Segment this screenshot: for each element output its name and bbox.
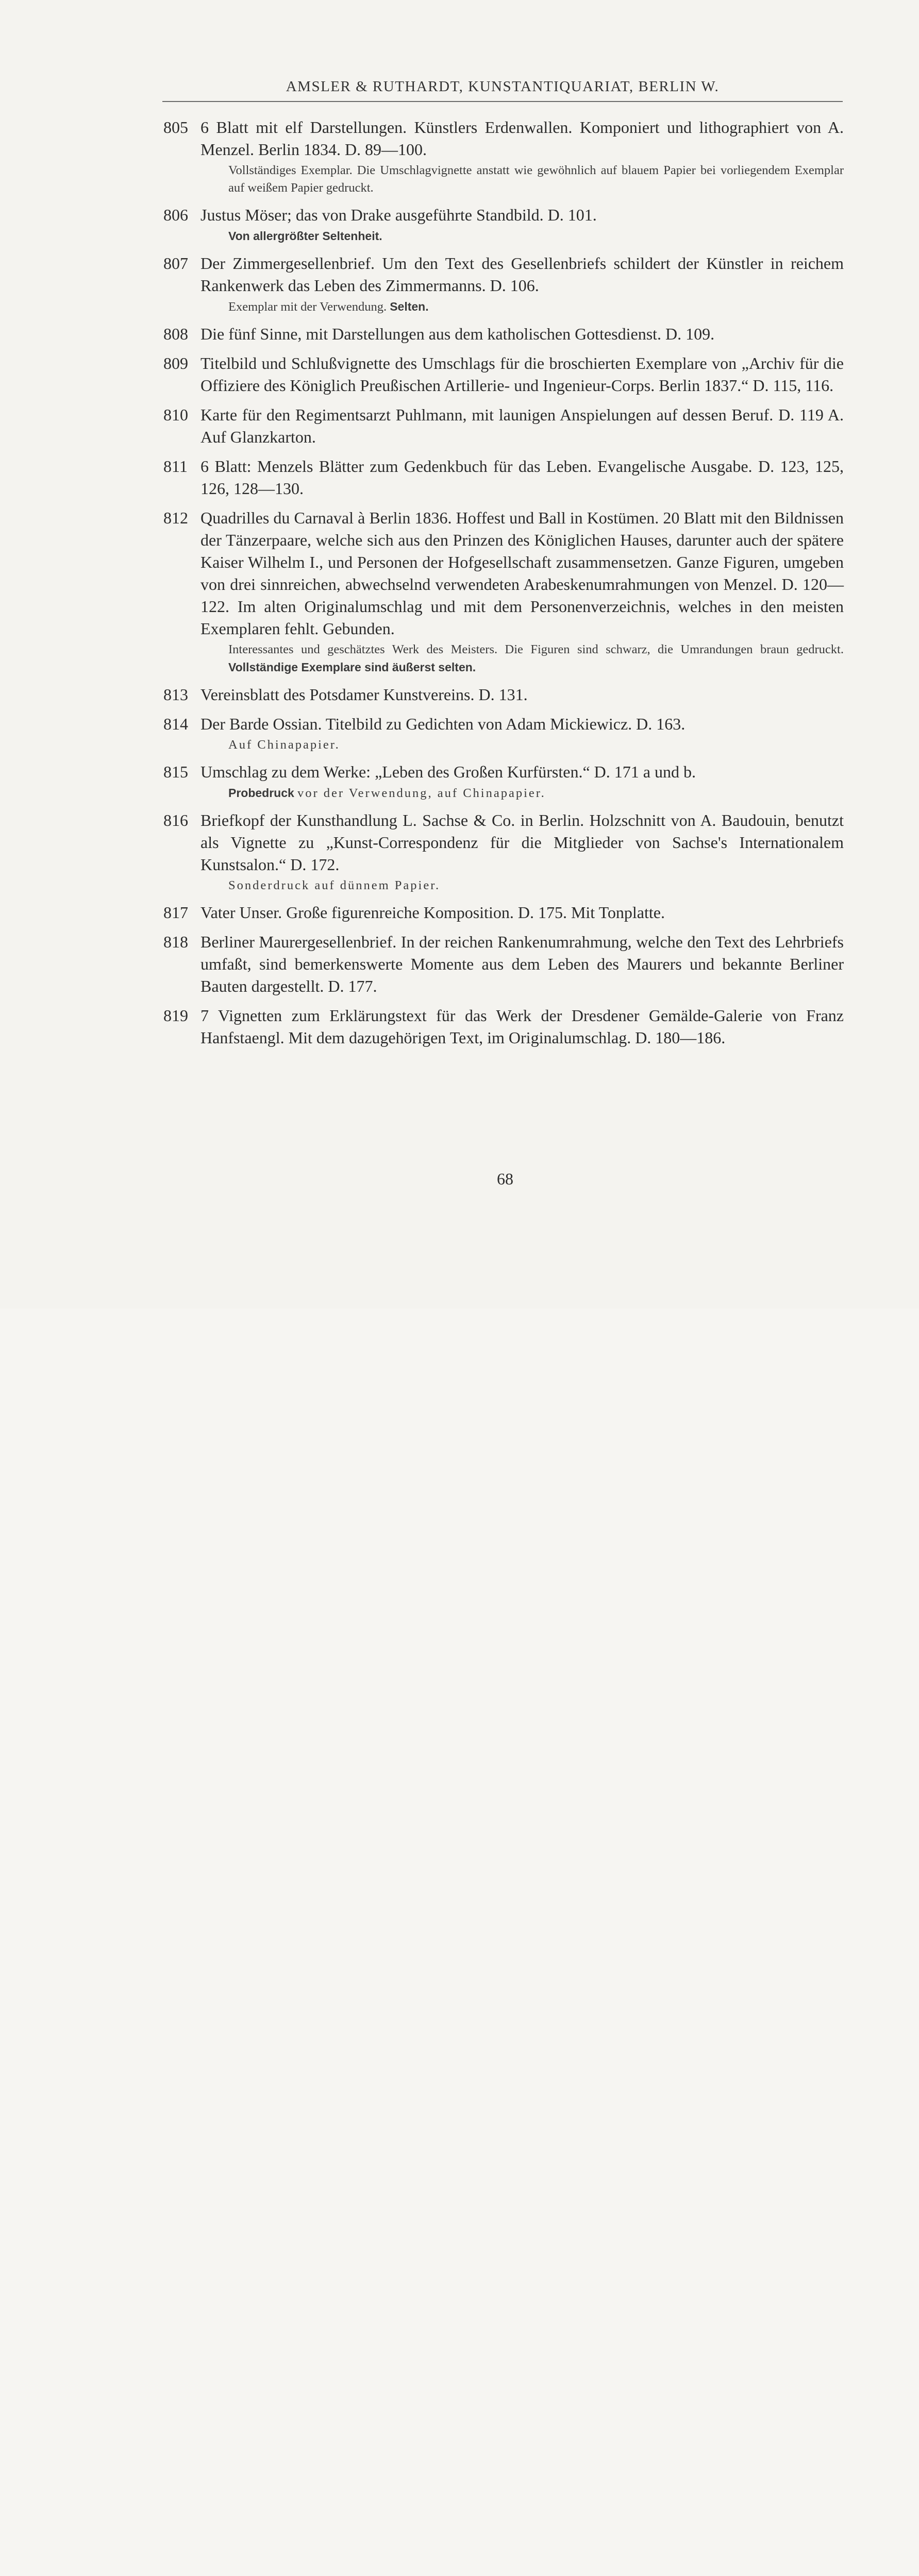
catalog-entry-819: [163, 1005, 844, 1049]
entry-note-spaced: Sonderdruck auf dünnem Papier.: [228, 878, 441, 892]
entry-description: Der Zimmergesellenbrief. Um den Text des Gesellenbriefs schildert der Künstler in reichem Rankenwerk das Leben des Zimmermanns. D. 106.: [200, 254, 844, 295]
entry-note-bold: Von allergrößter Seltenheit.: [228, 229, 382, 243]
entry-number: 809: [163, 354, 188, 372]
catalog-entry-814: [163, 713, 844, 754]
entry-note-bold: Selten.: [390, 300, 429, 313]
catalog-entry-812: [163, 507, 844, 676]
entry-number: 811: [163, 457, 188, 476]
entry-note: Exemplar mit der Verwendung.: [228, 300, 387, 314]
entry-number: 814: [163, 715, 188, 733]
catalog-entry-808: [163, 323, 844, 345]
entry-description: 7 Vignetten zum Erklärungstext für das Werk der Dresdener Gemälde-Galerie von Franz Hanfstaengl. Mit dem dazugehörigen Text, im Originalumschlag. D. 180—186.: [200, 1006, 844, 1047]
entry-number: 818: [163, 933, 188, 951]
entry-number: 808: [163, 325, 188, 343]
entry-description: Die fünf Sinne, mit Darstellungen aus dem katholischen Gottesdienst. D. 109.: [200, 325, 715, 343]
entry-number: 807: [163, 254, 188, 273]
catalog-entry-810: [163, 404, 844, 448]
entry-number: 812: [163, 509, 188, 527]
entry-description: 6 Blatt: Menzels Blätter zum Gedenkbuch für das Leben. Evangelische Ausgabe. D. 123, 125, 126, 128—130.: [200, 457, 844, 498]
header-rule: [162, 101, 843, 102]
entry-note-bold: Probedruck: [228, 786, 294, 800]
entry-note: Vollständiges Exemplar. Die Umschlagvignette anstatt wie gewöhnlich auf blauem Papier bei vorliegendem Exemplar auf weißem Papier gedruckt.: [228, 163, 844, 195]
entry-description: Umschlag zu dem Werke: „Leben des Großen Kurfürsten.“ D. 171 a und b.: [200, 762, 696, 781]
catalog-entries: [163, 116, 844, 1056]
entry-number: 806: [163, 206, 188, 224]
entry-description: Quadrilles du Carnaval à Berlin 1836. Hoffest und Ball in Kostümen. 20 Blatt mit den Bildnissen der Tänzerpaare, welche sich aus den Prinzen des Königlichen Hauses, darunter auch der spätere Kaiser Wilhelm I., und Personen der Hofgesellschaft zusammensetzen. Ganze Figuren, umgeben von drei sinnreichen, abwechselnd verwendeten Arabeskenumrahmungen von Menzel. D. 120—122. Im alten Originalumschlag und mit dem Personenverzeichnis, welches in den meisten Exemplaren fehlt. Gebunden.: [200, 509, 844, 638]
entry-description: Justus Möser; das von Drake ausgeführte Standbild. D. 101.: [200, 206, 597, 224]
catalog-entry-807: [163, 252, 844, 316]
entry-number: 819: [163, 1006, 188, 1025]
catalog-entry-817: [163, 902, 844, 924]
entry-number: 815: [163, 762, 188, 781]
entry-note-spaced: vor der Verwendung, auf Chinapapier.: [297, 786, 546, 800]
entry-number: 817: [163, 903, 188, 922]
entry-description: Berliner Maurergesellenbrief. In der reichen Rankenumrahmung, welche den Text des Lehrbriefs umfaßt, sind bemerkenswerte Momente aus dem Leben des Maurers und bekannte Berliner Bauten dargestellt. D. 177.: [200, 933, 844, 995]
catalog-entry-818: [163, 931, 844, 997]
catalog-entry-815: [163, 761, 844, 802]
digitization-footer: [0, 1309, 919, 1374]
entry-number: 805: [163, 118, 188, 137]
catalog-entry-816: [163, 809, 844, 894]
entry-description: Vater Unser. Große figurenreiche Komposition. D. 175. Mit Tonplatte.: [200, 903, 665, 922]
page-number: 68: [497, 1170, 513, 1188]
entry-note-bold: Vollständige Exemplare sind äußerst selten.: [228, 660, 476, 674]
catalog-entry-806: [163, 204, 844, 245]
entry-note-spaced: Auf Chinapapier.: [228, 738, 340, 752]
catalog-entry-813: [163, 684, 844, 706]
catalog-entry-811: [163, 455, 844, 500]
entry-description: Karte für den Regimentsarzt Puhlmann, mit launigen Anspielungen auf dessen Beruf. D. 119 A. Auf Glanzkarton.: [200, 405, 844, 446]
entry-description: Titelbild und Schlußvignette des Umschlags für die broschierten Exemplare von „Archiv für die Offiziere des Königlich Preußischen Artillerie- und Ingenieur-Corps. Berlin 1837.“ D. 115, 116.: [200, 354, 844, 395]
entry-description: Der Barde Ossian. Titelbild zu Gedichten von Adam Mickiewicz. D. 163.: [200, 715, 686, 733]
running-head: AMSLER & RUTHARDT, KUNSTANTIQUARIAT, BERLIN W.: [286, 78, 720, 95]
entry-description: 6 Blatt mit elf Darstellungen. Künstlers Erdenwallen. Komponiert und lithographiert von A. Menzel. Berlin 1834. D. 89—100.: [200, 118, 844, 159]
catalog-entry-809: [163, 352, 844, 397]
entry-number: 813: [163, 685, 188, 704]
entry-description: Vereinsblatt des Potsdamer Kunstvereins. D. 131.: [200, 685, 528, 704]
entry-note: Interessantes und geschätztes Werk des Meisters. Die Figuren sind schwarz, die Umrandungen braun gedruckt.: [228, 642, 844, 656]
entry-number: 816: [163, 811, 188, 829]
catalog-entry-805: [163, 116, 844, 197]
entry-description: Briefkopf der Kunsthandlung L. Sachse & Co. in Berlin. Holzschnitt von A. Baudouin, benutzt als Vignette zu „Kunst-Correspondenz für die Mitglieder von Sachse's Internationalem Kunstsalon.“ D. 172.: [200, 811, 844, 874]
entry-number: 810: [163, 405, 188, 424]
